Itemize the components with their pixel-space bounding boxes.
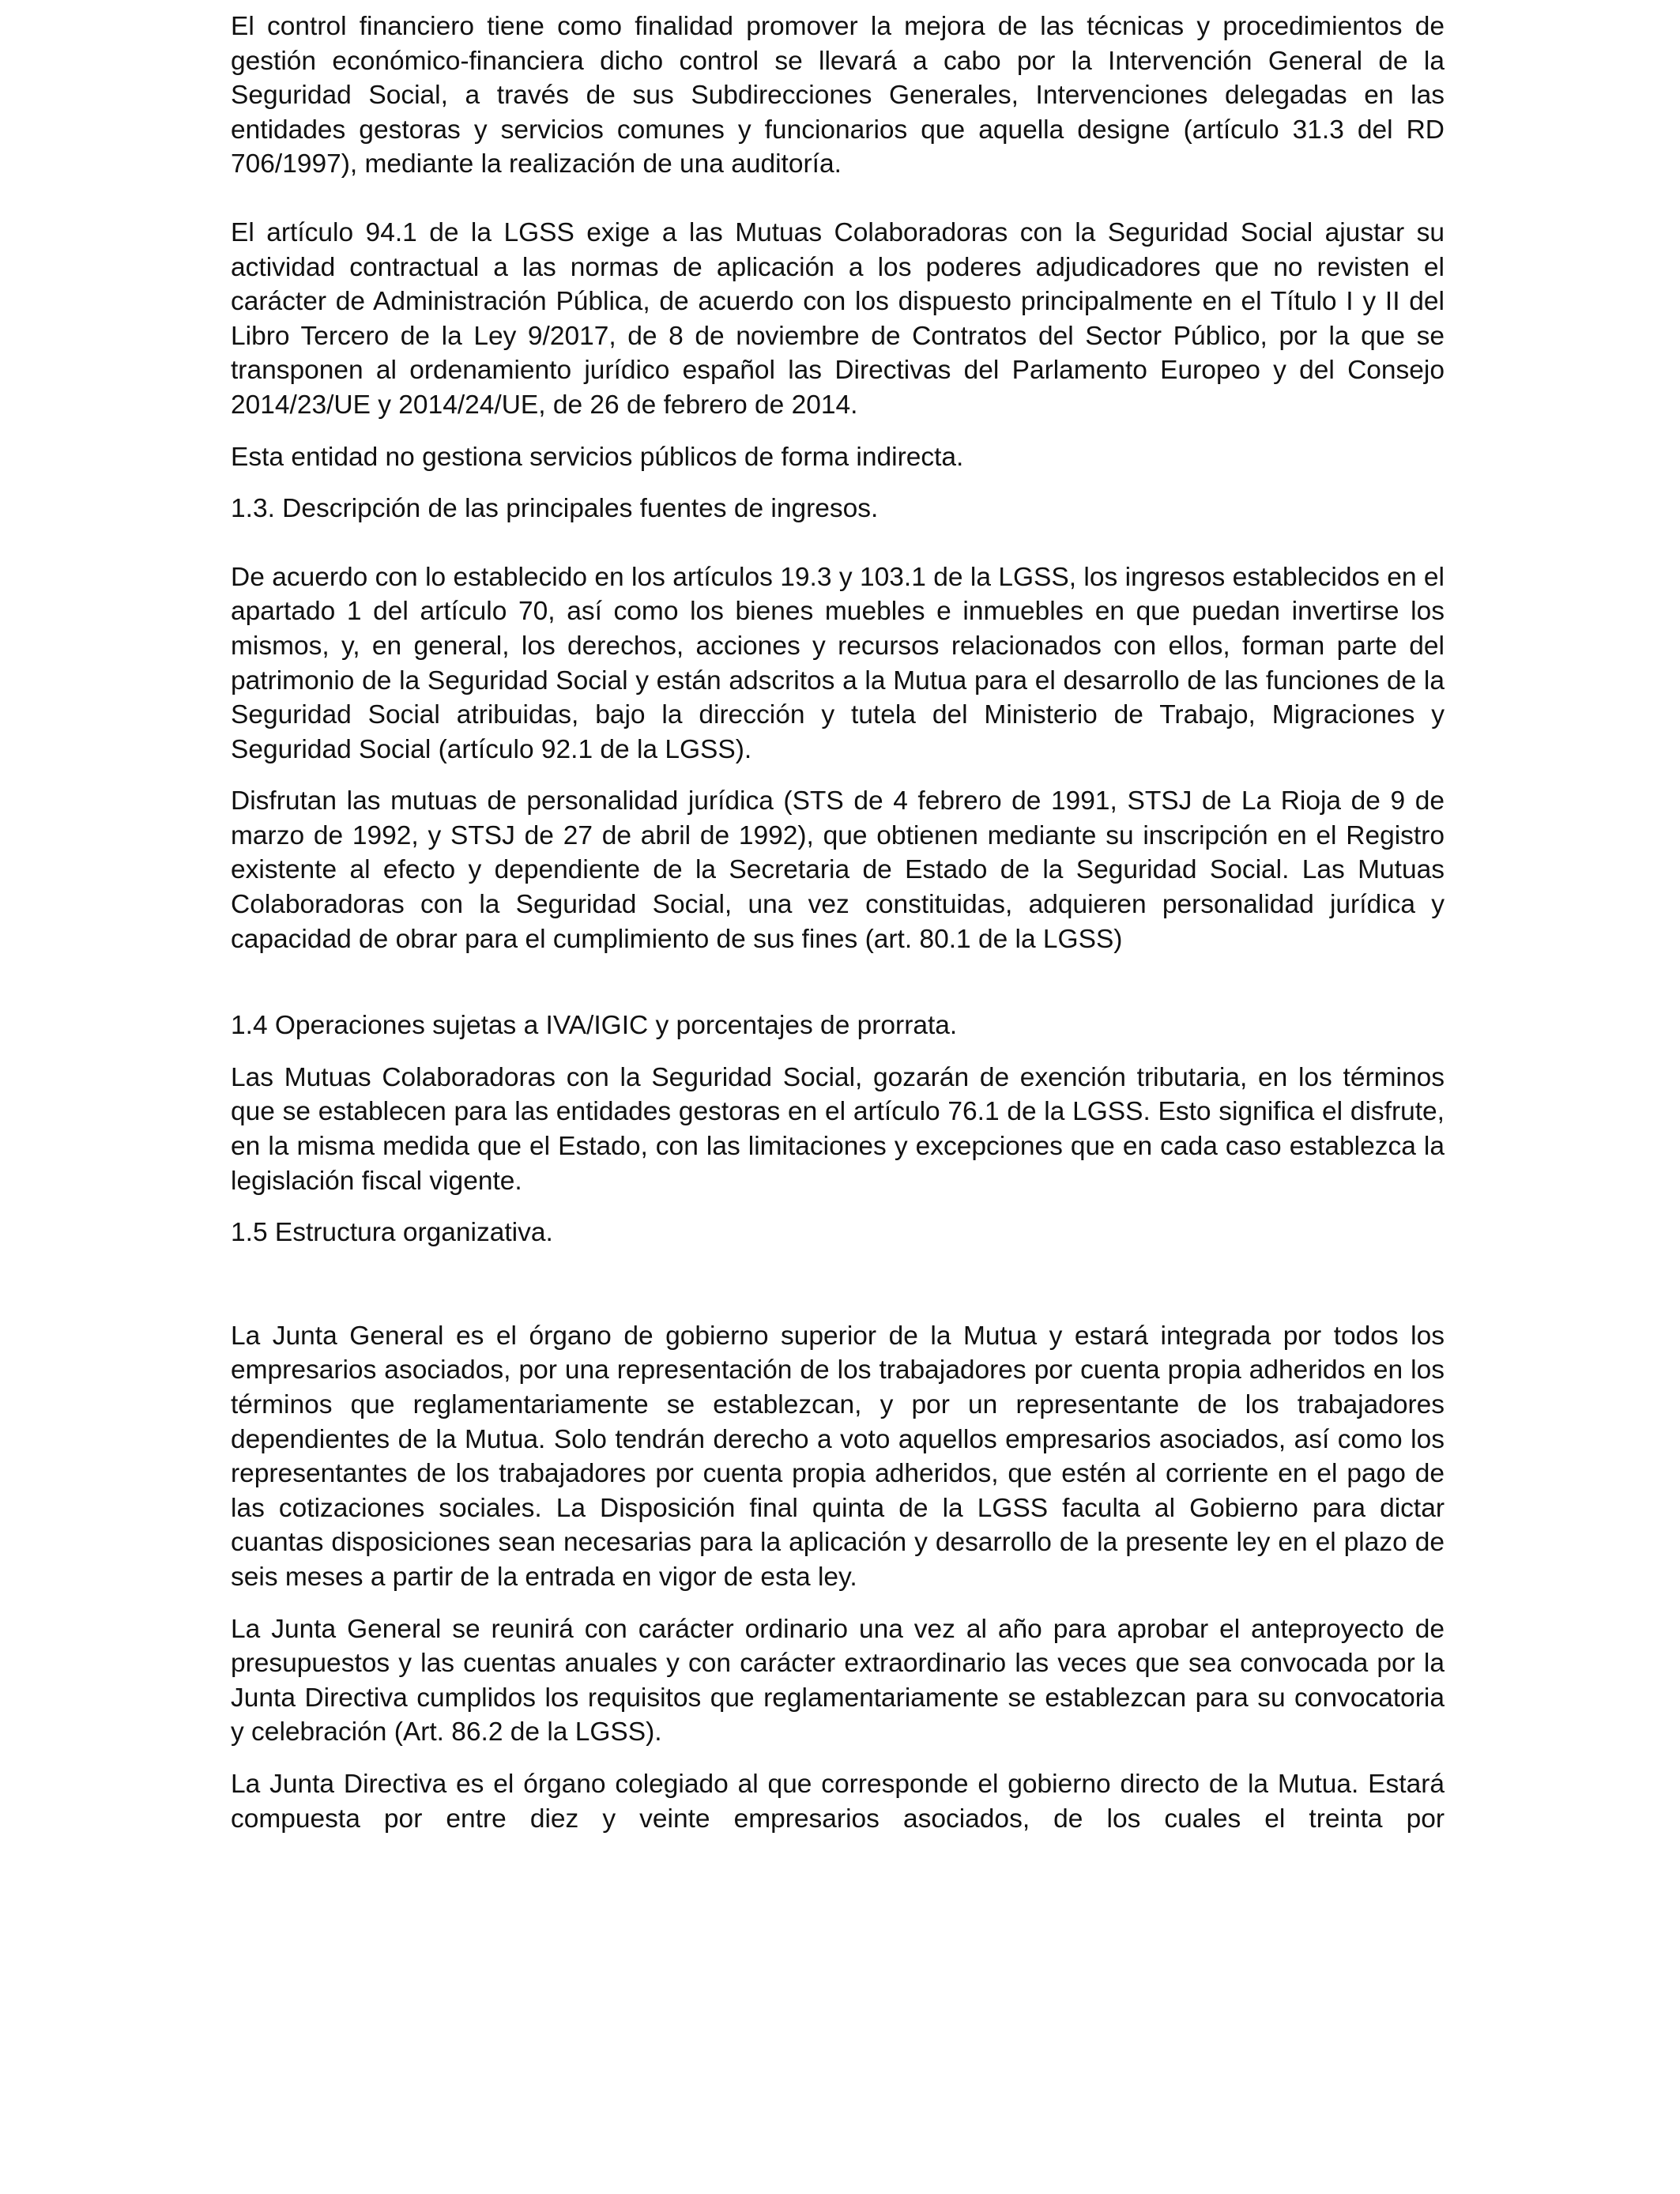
paragraph-junta-general: La Junta General es el órgano de gobierno superior de la Mutua y estará integrada por todos los empresarios asociados, por una representación de los trabajadores por cuenta propia adheridos en los términos que reglamentariamente se establezcan, y por un representante de los trabajadores dependientes de la Mutua. Solo tendrán derecho a voto aquellos empresarios asociados, así como los representantes de los trabajadores por cuenta propia adheridos, que estén al corriente en el pago de las cotizaciones sociales. La Disposición final quinta de la LGSS faculta al Gobierno para dictar cuantas disposiciones sean necesarias para la aplicación y desarrollo de la presente ley en el plazo de seis meses a partir de la entrada en vigor de esta ley. — [231, 1321, 1445, 1592]
paragraph-exencion-tributaria: Las Mutuas Colaboradoras con la Seguridad Social, gozarán de exención tributaria, en los términos que se establecen para las entidades gestoras en el artículo 76.1 de la LGSS. Esto significa el disfrute, en la misma medida que el Estado, con las limitaciones y excepciones que en cada caso establezca la legislación fiscal vigente. — [231, 1062, 1445, 1196]
paragraph-patrimonio: De acuerdo con lo establecido en los artículos 19.3 y 103.1 de la LGSS, los ingresos establecidos en el apartado 1 del artículo 70, así como los bienes muebles e inmuebles en que puedan invertirse los mismos, y, en general, los derechos, acciones y recursos relacionados con ellos, forman parte del patrimonio de la Seguridad Social y están adscritos a la Mutua para el desarrollo de las funciones de la Seguridad Social atribuidas, bajo la dirección y tutela del Ministerio de Trabajo, Migraciones y Seguridad Social (artículo 92.1 de la LGSS). — [231, 562, 1445, 764]
section-heading-estructura: 1.5 Estructura organizativa. — [231, 1218, 553, 1248]
section-heading-iva-igic: 1.4 Operaciones sujetas a IVA/IGIC y porcentajes de prorrata. — [231, 1011, 958, 1041]
document-page — [231, 9, 1445, 1836]
paragraph-servicios-publicos: Esta entidad no gestiona servicios públicos de forma indirecta. — [231, 442, 964, 472]
paragraph-personalidad-juridica: Disfrutan las mutuas de personalidad jurídica (STS de 4 febrero de 1991, STSJ de La Rioja de 9 de marzo de 1992, y STSJ de 27 de abril de 1992), que obtienen mediante su inscripción en el Registro existente al efecto y dependiente de la Secretaria de Estado de la Seguridad Social. Las Mutuas Colaboradoras con la Seguridad Social, una vez constituidas, adquieren personalidad jurídica y capacidad de obrar para el cumplimiento de sus fines (art. 80.1 de la LGSS) — [231, 786, 1445, 954]
section-heading-fuentes-ingresos: 1.3. Descripción de las principales fuentes de ingresos. — [231, 494, 879, 524]
paragraph-articulo-94: El artículo 94.1 de la LGSS exige a las Mutuas Colaboradoras con la Seguridad Social ajustar su actividad contractual a las normas de aplicación a los poderes adjudicadores que no revisten el carácter de Administración Pública, de acuerdo con los dispuesto principalmente en el Título I y II del Libro Tercero de la Ley 9/2017, de 8 de noviembre de Contratos del Sector Público, por la que se transponen al ordenamiento jurídico español las Directivas del Parlamento Europeo y del Consejo 2014/23/UE y 2014/24/UE, de 26 de febrero de 2014. — [231, 217, 1445, 420]
paragraph-junta-general-reunion: La Junta General se reunirá con carácter ordinario una vez al año para aprobar el anteproyecto de presupuestos y las cuentas anuales y con carácter extraordinario las veces que sea convocada por la Junta Directiva cumplidos los requisitos que reglamentariamente se establezcan para su convocatoria y celebración (Art. 86.2 de la LGSS). — [231, 1614, 1445, 1747]
paragraph-junta-directiva: La Junta Directiva es el órgano colegiado al que corresponde el gobierno directo de la Mutua. Estará compuesta por entre diez y veinte empresarios asociados, de los cuales el treinta por — [231, 1769, 1445, 1834]
paragraph-control-financiero: El control financiero tiene como finalidad promover la mejora de las técnicas y procedimientos de gestión económico-financiera dicho control se llevará a cabo por la Intervención General de la Seguridad Social, a través de sus Subdirecciones Generales, Intervenciones delegadas en las entidades gestoras y servicios comunes y funcionarios que aquella designe (artículo 31.3 del RD 706/1997), mediante la realización de una auditoría. — [231, 12, 1445, 179]
